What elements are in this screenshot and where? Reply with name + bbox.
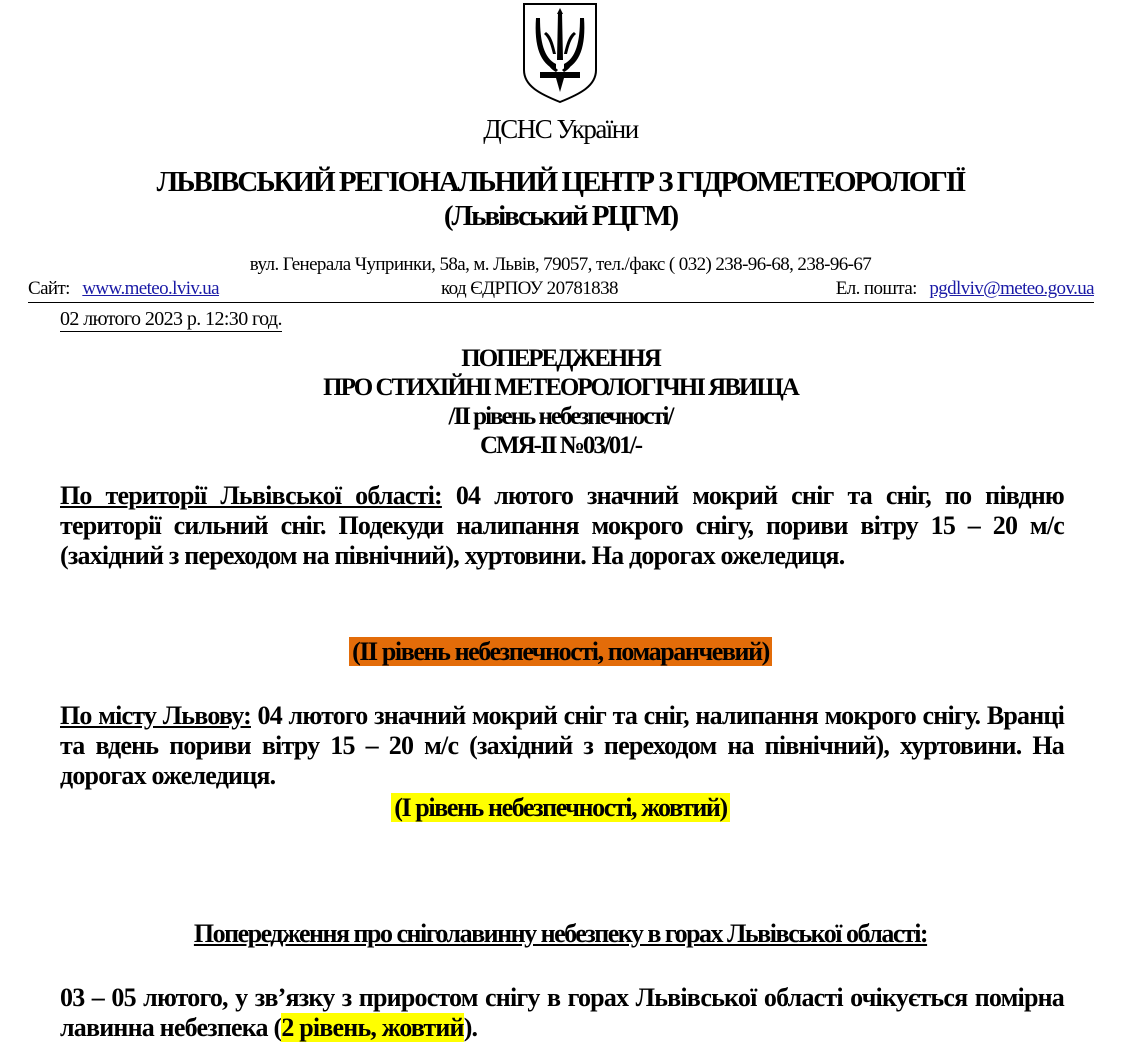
- avalanche-text-after: ).: [463, 1013, 478, 1042]
- warning-title-line2: ПРО СТИХІЙНІ МЕТЕОРОЛОГІЧНІ ЯВИЩА: [323, 374, 798, 401]
- site-link[interactable]: www.meteo.lviv.ua: [82, 278, 219, 299]
- warning-title-line4: СМЯ-ІІ №03/01/-: [479, 432, 642, 459]
- address: вул. Генерала Чупринки, 58а, м. Львів, 79057, тел./факс ( 032) 238-96-68, 238-96-67: [249, 254, 872, 275]
- region-label: По території Львівської області:: [60, 481, 442, 510]
- edrpou-code: код ЄДРПОУ 20781838: [441, 278, 618, 299]
- city-level-row: [0, 793, 1121, 823]
- warning-title-line3: /ІІ рівень небезпечності/: [448, 403, 673, 430]
- email-link[interactable]: pgdlviv@meteo.gov.ua: [929, 278, 1094, 299]
- city-label: По місту Львову:: [60, 701, 251, 730]
- issue-date: 02 лютого 2023 р. 12:30 год.: [60, 308, 282, 330]
- contacts-row: [28, 278, 1094, 303]
- avalanche-level-badge: 2 рівень, жовтий: [281, 1013, 464, 1042]
- center-title-line1: ЛЬВІВСЬКИЙ РЕГІОНАЛЬНИЙ ЦЕНТР З ГІДРОМЕТЕОРОЛОГІЇ: [156, 166, 965, 198]
- site-label: Сайт:: [28, 278, 70, 299]
- warning-title: [0, 344, 1121, 460]
- region-text: 04 лютого значний мокрий сніг та сніг, по півдню території сильний сніг. Подекуди налипання мокрого снігу, пориви вітру 15 – 20 м/с (західний з переходом на північний), хуртовини. На дорогах ожеледиця.: [60, 481, 1064, 570]
- avalanche-title: Попередження про сніголавинну небезпеку в горах Львівської області:: [193, 919, 928, 948]
- avalanche-text: [60, 983, 1064, 1043]
- region-level-badge: (ІІ рівень небезпечності, помаранчевий): [349, 637, 772, 666]
- center-title: [0, 165, 1121, 233]
- region-forecast: [60, 481, 1064, 571]
- region-level-row: [0, 637, 1121, 667]
- city-level-badge: (І рівень небезпечності, жовтий): [391, 793, 730, 822]
- email-block: [836, 278, 1094, 300]
- avalanche-text-before: 03 – 05 лютого, у зв’язку з приростом снігу в горах Львівської області очікується помірна лавинна небезпека (: [60, 983, 1064, 1042]
- trident-coat-of-arms-icon: [522, 2, 598, 104]
- email-label: Ел. пошта:: [835, 278, 917, 299]
- warning-title-line1: ПОПЕРЕДЖЕННЯ: [461, 345, 660, 372]
- organization-name: ДСНС України: [483, 114, 638, 144]
- center-title-line2: (Львівський РЦГМ): [443, 200, 678, 232]
- site-block: [28, 278, 219, 300]
- city-text: 04 лютого значний мокрий сніг та сніг, налипання мокрого снігу. Вранці та вдень пориви вітру 15 – 20 м/с (західний з переходом на північний), хуртовини. На дорогах ожеледиця.: [60, 701, 1065, 790]
- city-forecast: [60, 701, 1064, 791]
